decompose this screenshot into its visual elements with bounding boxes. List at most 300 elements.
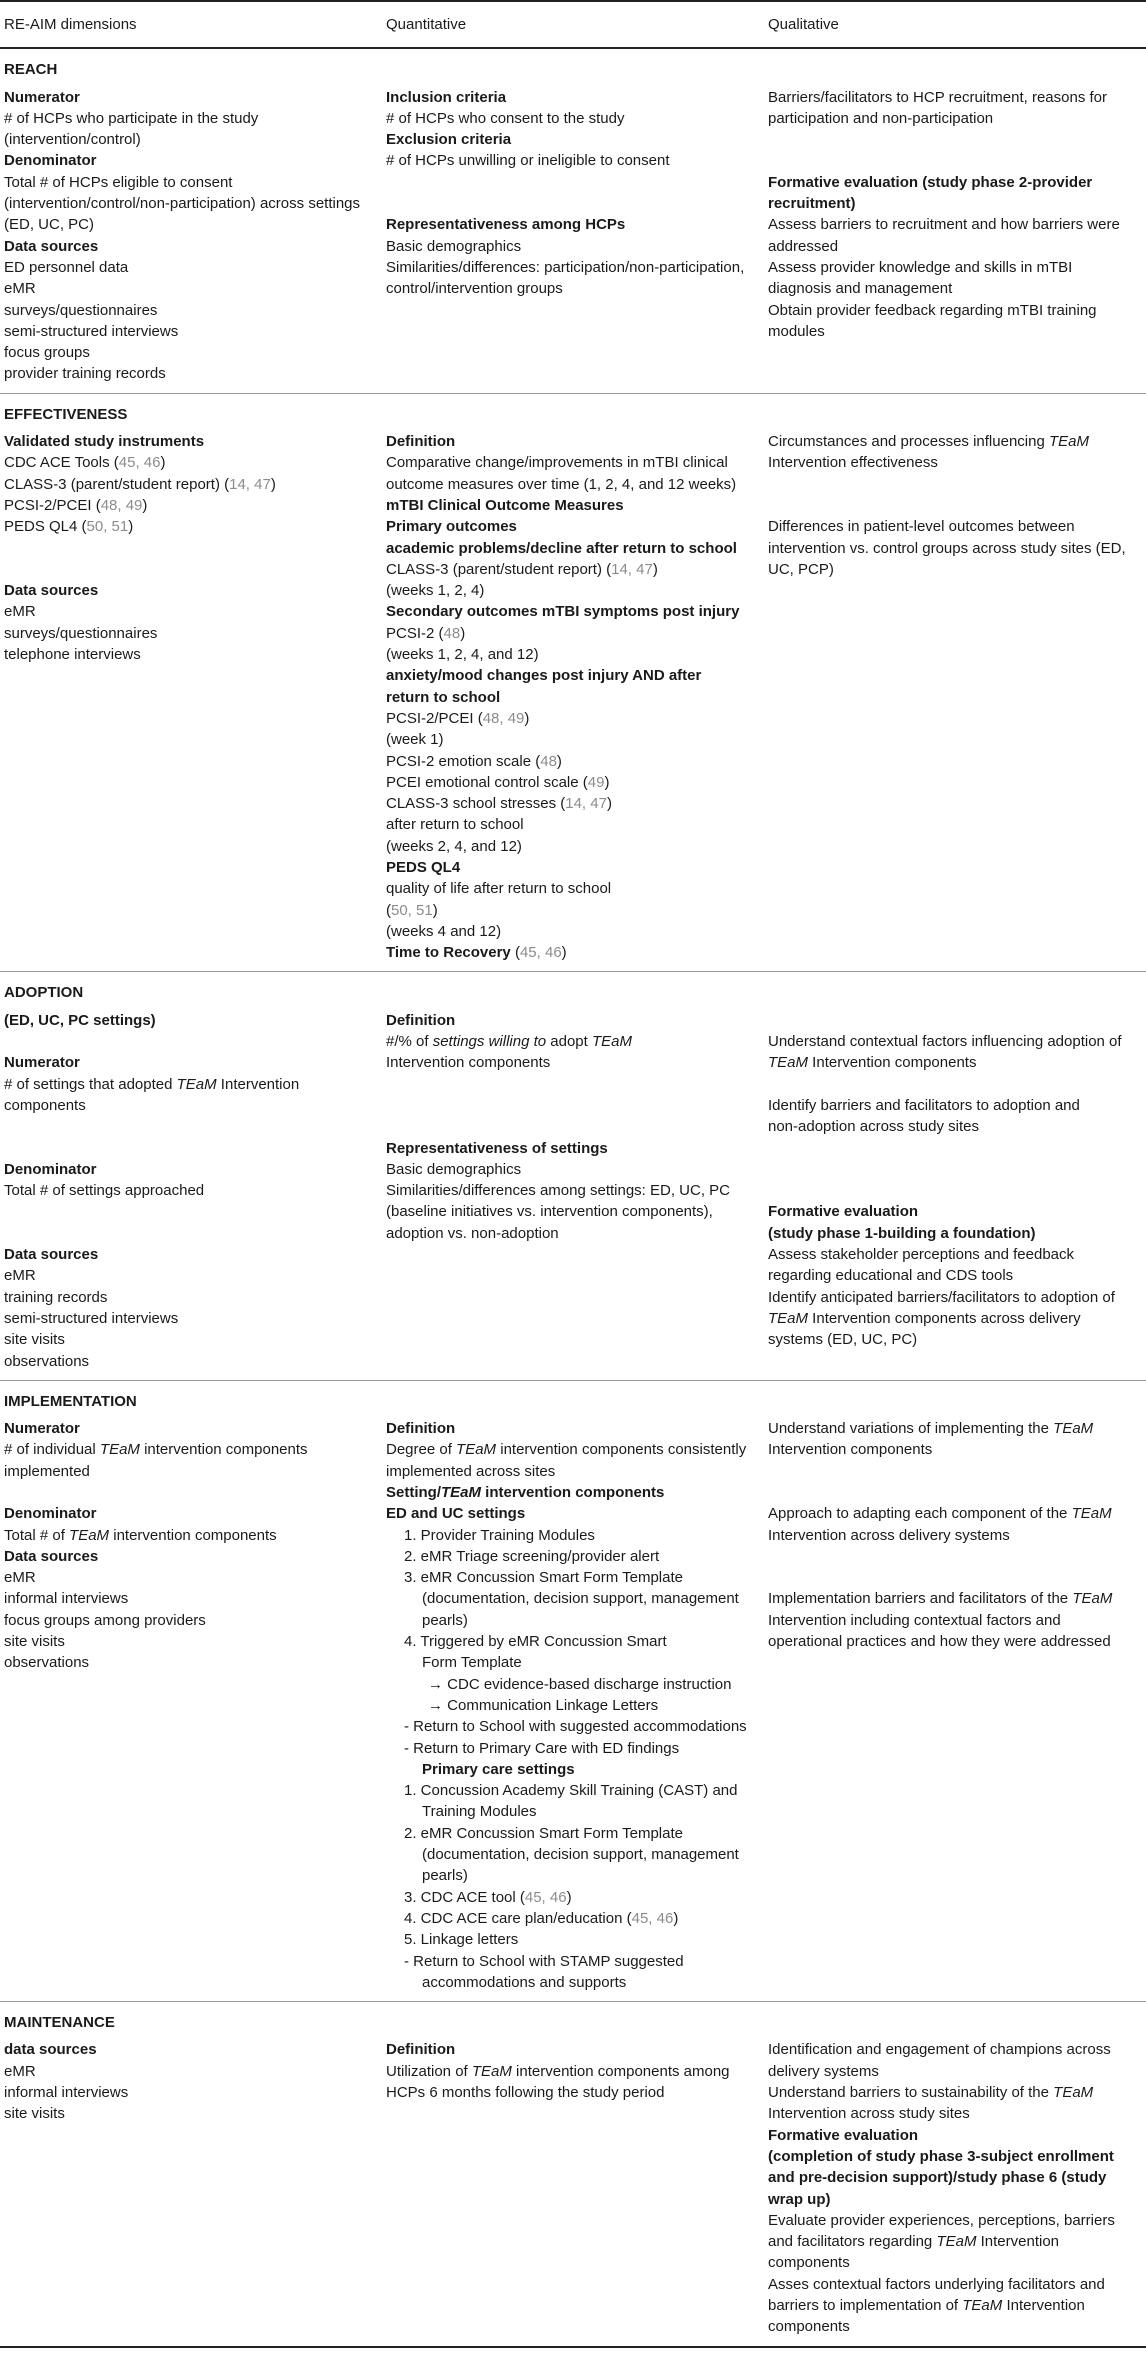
line-text: # of HCPs who consent to the study <box>386 109 625 127</box>
cell-line <box>386 1738 754 1759</box>
dimension-cell <box>0 1414 382 2002</box>
line-text: Understand barriers to sustainability of the <box>768 2084 1054 2102</box>
citation-ref: 14, 47 <box>611 560 653 578</box>
spacer <box>768 1138 1136 1202</box>
line-text: training records <box>4 1288 108 1306</box>
citation-ref: 50, 51 <box>391 901 433 919</box>
line-text: (weeks 4 and 12) <box>386 922 502 940</box>
line-text: eMR <box>4 603 36 621</box>
cell-line <box>4 1351 372 1372</box>
cell-line <box>4 1095 372 1116</box>
cell-line <box>386 1138 754 1159</box>
cell-line <box>768 2061 1136 2082</box>
cell-line <box>768 2252 1136 2273</box>
line-text: components <box>768 2254 850 2272</box>
section-title: IMPLEMENTATION <box>0 1380 1146 1414</box>
citation-ref: 48 <box>443 624 461 642</box>
line-text: return to school <box>386 688 501 706</box>
line-text: Representativeness of settings <box>386 1139 608 1157</box>
cell-line <box>768 108 1136 129</box>
cell-line <box>386 1223 754 1244</box>
line-text: intervention vs. control groups across study sites (ED, <box>768 539 1126 557</box>
cell-line <box>386 1418 754 1439</box>
cell-line <box>768 87 1136 108</box>
line-text: Approach to adapting each component of the <box>768 1505 1072 1523</box>
cell-line <box>4 1308 372 1329</box>
line-text: and pre-decision support)/study phase 6 (study <box>768 2169 1107 2187</box>
line-text: Primary outcomes <box>386 518 517 536</box>
line-text: Numerator <box>4 1054 80 1072</box>
cell-line <box>386 236 754 257</box>
line-text: adoption vs. non-adoption <box>386 1224 559 1242</box>
line-text: surveys/questionnaires <box>4 301 158 319</box>
line-text: CDC ACE Tools ( <box>4 454 119 472</box>
citation-ref: 45, 46 <box>524 1888 567 1906</box>
line-text: → CDC evidence-based discharge instruction <box>428 1675 732 1693</box>
cell-line <box>4 1525 372 1546</box>
line-text: Primary care settings <box>422 1760 575 1778</box>
line-text: # of HCPs who participate in the study <box>4 109 259 127</box>
line-italic: TEaM <box>69 1526 110 1544</box>
line-text: Similarities/differences among settings: ED, UC, PC <box>386 1182 731 1200</box>
cell-line <box>386 1759 754 1780</box>
citation-ref: 45, 46 <box>118 454 161 472</box>
cell-line <box>4 1588 372 1609</box>
line-text: semi-structured interviews <box>4 1309 179 1327</box>
line-text: Inclusion criteria <box>386 88 507 106</box>
cell-line <box>4 363 372 384</box>
line-text: Intervention across delivery systems <box>768 1526 1010 1544</box>
line-text: Understand variations of implementing the <box>768 1420 1054 1438</box>
cell-line <box>386 1180 754 1201</box>
line-text: Total # of settings approached <box>4 1182 205 1200</box>
citation-ref: 48, 49 <box>100 496 143 514</box>
line-text: PEDS QL4 ( <box>4 518 87 536</box>
line-text: semi-structured interviews <box>4 322 179 340</box>
line-text: 4. Triggered by eMR Concussion Smart <box>404 1633 667 1651</box>
line-text: intervention components <box>139 1441 308 1459</box>
cell-line <box>386 1780 754 1801</box>
cell-line <box>386 1716 754 1737</box>
section-title: ADOPTION <box>0 972 1146 1006</box>
cell-line <box>768 516 1136 537</box>
cell-line <box>768 431 1136 452</box>
line-text: intervention components <box>109 1526 277 1544</box>
line-text: ) <box>604 773 610 791</box>
line-text: ) <box>432 901 438 919</box>
line-text: (documentation, decision support, management <box>422 1846 739 1864</box>
line-text: Assess stakeholder perceptions and feedback <box>768 1246 1075 1264</box>
line-italic: settings willing to <box>432 1033 547 1051</box>
line-text: Formative evaluation (study phase 2-provider <box>768 173 1093 191</box>
qualitative-cell <box>764 427 1146 972</box>
line-text: 2. eMR Concussion Smart Form Template <box>404 1824 683 1842</box>
line-text: focus groups among providers <box>4 1611 206 1629</box>
line-text: Understand contextual factors influencing adoption of <box>768 1033 1122 1051</box>
line-italic: TEaM <box>1053 1420 1094 1438</box>
line-text: Definition <box>386 1011 456 1029</box>
line-text: (baseline initiatives vs. intervention components), <box>386 1203 713 1221</box>
line-text: Intervention <box>216 1075 300 1093</box>
line-text: Total # of <box>4 1526 70 1544</box>
cell-line <box>386 1546 754 1567</box>
line-text: ) <box>160 454 166 472</box>
line-text: pearls) <box>422 1611 468 1629</box>
line-text: Intervention across study sites <box>768 2105 970 2123</box>
cell-line <box>4 644 372 665</box>
header-quantitative: Quantitative <box>382 1 764 48</box>
line-text: Definition <box>386 1420 456 1438</box>
line-text: 3. CDC ACE tool ( <box>404 1888 525 1906</box>
line-text: (weeks 1, 2, 4) <box>386 582 485 600</box>
line-text: eMR <box>4 1267 36 1285</box>
line-text: ) <box>673 1909 679 1927</box>
cell-line <box>386 751 754 772</box>
cell-line <box>386 623 754 644</box>
cell-line <box>386 900 754 921</box>
cell-line <box>386 1929 754 1950</box>
line-text: provider training records <box>4 365 166 383</box>
cell-line <box>4 2039 372 2060</box>
cell-line <box>4 1652 372 1673</box>
cell-line <box>768 214 1136 235</box>
line-text: observations <box>4 1654 90 1672</box>
cell-line <box>386 1588 754 1609</box>
cell-line <box>386 1951 754 1972</box>
line-text: → Communication Linkage Letters <box>428 1696 659 1714</box>
citation-ref: 48 <box>540 752 557 770</box>
line-text: (completion of study phase 3-subject enrollment <box>768 2147 1114 2165</box>
cell-line <box>768 538 1136 559</box>
line-italic: TEaM <box>176 1075 217 1093</box>
cell-line <box>768 2103 1136 2124</box>
cell-line <box>4 1503 372 1524</box>
line-text: Intervention components <box>808 1054 977 1072</box>
spacer <box>768 1010 1136 1031</box>
line-italic: TEaM <box>456 1441 497 1459</box>
line-text: PCSI-2 emotion scale ( <box>386 752 541 770</box>
cell-line <box>768 172 1136 193</box>
cell-line <box>4 1610 372 1631</box>
cell-line <box>4 1631 372 1652</box>
line-text: 4. CDC ACE care plan/education ( <box>404 1909 632 1927</box>
line-text: Identification and engagement of champions across <box>768 2041 1111 2059</box>
cell-line <box>386 257 754 278</box>
line-text: Comparative change/improvements in mTBI clinical <box>386 454 728 472</box>
cell-line <box>4 495 372 516</box>
line-text: Evaluate provider experiences, perceptions, barriers <box>768 2211 1115 2229</box>
qualitative-cell <box>764 2035 1146 2346</box>
line-text: Utilization of <box>386 2062 472 2080</box>
line-text: PCSI-2 ( <box>386 624 444 642</box>
line-text: ) <box>270 475 276 493</box>
cell-line <box>386 1972 754 1993</box>
cell-line <box>386 1865 754 1886</box>
line-text: addressed <box>768 237 839 255</box>
line-text: HCPs 6 months following the study period <box>386 2084 665 2102</box>
line-text: ) <box>566 1888 572 1906</box>
cell-line <box>768 1265 1136 1286</box>
cell-line <box>386 2082 754 2103</box>
cell-line <box>386 1525 754 1546</box>
cell-line <box>768 1631 1136 1652</box>
spacer <box>768 474 1136 517</box>
line-text: CLASS-3 school stresses ( <box>386 795 566 813</box>
cell-line <box>4 236 372 257</box>
cell-line <box>386 1610 754 1631</box>
line-text: ( <box>510 944 520 962</box>
cell-line <box>386 644 754 665</box>
dimension-cell <box>0 1006 382 1381</box>
cell-line <box>4 1546 372 1567</box>
qualitative-cell <box>764 83 1146 394</box>
line-text: (weeks 2, 4, and 12) <box>386 837 522 855</box>
line-text: outcome measures over time (1, 2, 4, and 12 weeks) <box>386 475 737 493</box>
line-text: Basic demographics <box>386 237 522 255</box>
cell-line <box>4 1329 372 1350</box>
section-title: REACH <box>4 61 58 79</box>
cell-line <box>4 1159 372 1180</box>
line-text: Degree of <box>386 1441 457 1459</box>
cell-line <box>4 1180 372 1201</box>
line-italic: TEaM <box>768 1309 809 1327</box>
quantitative-cell <box>382 427 764 972</box>
line-text: PCEI emotional control scale ( <box>386 773 588 791</box>
line-text: intervention components among <box>511 2062 730 2080</box>
line-text: eMR <box>4 280 36 298</box>
cell-line <box>768 1308 1136 1329</box>
spacer <box>4 1201 372 1244</box>
line-text: (week 1) <box>386 731 444 749</box>
line-text: Numerator <box>4 1420 80 1438</box>
line-text: - Return to School with STAMP suggested <box>404 1952 684 1970</box>
cell-line <box>4 1439 372 1460</box>
line-text: (ED, UC, PC settings) <box>4 1011 156 1029</box>
line-text: barriers to implementation of <box>768 2296 963 2314</box>
cell-line <box>386 793 754 814</box>
table-header-row <box>0 1 1146 48</box>
cell-line <box>4 172 372 193</box>
line-text: ) <box>606 795 612 813</box>
section-content-row <box>0 427 1146 972</box>
cell-line <box>386 1652 754 1673</box>
cell-line <box>768 257 1136 278</box>
line-text: eMR <box>4 2062 36 2080</box>
line-text: Data sources <box>4 1246 99 1264</box>
cell-line <box>4 214 372 235</box>
spacer <box>4 1482 372 1503</box>
line-italic: TEaM <box>99 1441 140 1459</box>
cell-line <box>386 836 754 857</box>
line-text: and facilitators regarding <box>768 2233 937 2251</box>
cell-line <box>768 1418 1136 1439</box>
cell-line <box>386 1844 754 1865</box>
spacer <box>768 1546 1136 1589</box>
line-text: Intervention components <box>386 1054 551 1072</box>
cell-line <box>768 1329 1136 1350</box>
cell-line <box>4 623 372 644</box>
line-text: CLASS-3 (parent/student report) ( <box>4 475 230 493</box>
spacer <box>768 1461 1136 1504</box>
line-text: academic problems/decline after return to school <box>386 539 737 557</box>
line-text: Setting/ <box>386 1484 441 1501</box>
citation-ref: 49 <box>587 773 605 791</box>
cell-line <box>768 2125 1136 2146</box>
cell-line <box>768 1116 1136 1137</box>
spacer <box>4 1116 372 1159</box>
section-content-row <box>0 1006 1146 1381</box>
cell-line <box>4 1244 372 1265</box>
cell-line <box>4 1418 372 1439</box>
line-text: Identify anticipated barriers/facilitators to adoption of <box>768 1288 1115 1306</box>
line-italic: TEaM <box>962 2296 1003 2314</box>
cell-line <box>4 87 372 108</box>
cell-line <box>386 580 754 601</box>
line-italic: TEaM <box>1072 1590 1113 1608</box>
line-text: Intervention <box>976 2233 1060 2251</box>
line-italic: TEaM <box>1071 1505 1112 1523</box>
line-text: components <box>768 2318 850 2336</box>
header-dimensions: RE-AIM dimensions <box>0 1 382 48</box>
cell-line <box>768 193 1136 214</box>
line-text: ) <box>556 752 562 770</box>
qualitative-cell <box>764 1006 1146 1381</box>
citation-ref: 50, 51 <box>86 518 129 536</box>
cell-line <box>386 942 754 963</box>
cell-line <box>768 452 1136 473</box>
spacer <box>4 538 372 581</box>
line-italic: TEaM <box>471 2062 512 2080</box>
line-text: Similarities/differences: participation/non-participation, <box>386 258 745 276</box>
line-text: operational practices and how they were addressed <box>768 1633 1111 1651</box>
cell-line <box>386 1052 754 1073</box>
line-text: quality of life after return to school <box>386 880 612 898</box>
cell-line <box>768 236 1136 257</box>
line-text: diagnosis and management <box>768 280 953 298</box>
line-text: Assess provider knowledge and skills in mTBI <box>768 258 1073 276</box>
cell-line <box>768 1525 1136 1546</box>
cell-line <box>4 1074 372 1095</box>
cell-line <box>386 1503 754 1524</box>
line-text: recruitment) <box>768 195 856 213</box>
line-text: Validated study instruments <box>4 433 205 451</box>
line-text: Intervention effectiveness <box>768 454 938 472</box>
line-italic: TEaM <box>1053 2084 1094 2102</box>
cell-line <box>386 87 754 108</box>
line-text: (weeks 1, 2, 4, and 12) <box>386 646 539 664</box>
line-text: implemented across sites <box>386 1462 556 1480</box>
cell-line <box>4 1265 372 1286</box>
line-text: telephone interviews <box>4 646 141 664</box>
dimension-cell <box>0 83 382 394</box>
cell-line <box>768 2082 1136 2103</box>
line-text: CLASS-3 (parent/student report) ( <box>386 560 612 578</box>
line-text: Barriers/facilitators to HCP recruitment, reasons for <box>768 88 1108 106</box>
cell-line <box>386 1439 754 1460</box>
line-text: Definition <box>386 433 456 451</box>
line-text: modules <box>768 322 825 340</box>
cell-line <box>768 1503 1136 1524</box>
line-text: accommodations and supports <box>422 1973 627 1991</box>
dimension-cell <box>0 427 382 972</box>
cell-line <box>768 1588 1136 1609</box>
cell-line <box>386 1674 754 1695</box>
cell-line <box>386 452 754 473</box>
line-text: surveys/questionnaires <box>4 624 158 642</box>
cell-line <box>386 814 754 835</box>
line-italic: TEaM <box>591 1033 632 1051</box>
quantitative-cell <box>382 1006 764 1381</box>
cell-line <box>4 300 372 321</box>
line-text: Secondary outcomes mTBI symptoms post injury <box>386 603 740 621</box>
spacer <box>768 1074 1136 1095</box>
line-text: ) <box>142 496 148 514</box>
citation-ref: 14, 47 <box>565 795 607 813</box>
cell-line <box>4 580 372 601</box>
cell-line <box>386 1823 754 1844</box>
cell-line <box>386 1031 754 1052</box>
spacer <box>4 1031 372 1052</box>
line-text: (intervention/control/non-participation) across settings <box>4 195 361 213</box>
line-italic: TEaM <box>936 2233 977 2251</box>
line-text: Intervention including contextual factors and <box>768 1611 1061 1629</box>
line-text: Differences in patient-level outcomes between <box>768 518 1075 536</box>
line-text: ) <box>460 624 466 642</box>
line-text: Time to Recovery <box>386 944 511 962</box>
cell-line <box>386 1461 754 1482</box>
cell-line <box>768 559 1136 580</box>
cell-line <box>386 150 754 171</box>
cell-line <box>386 495 754 516</box>
line-text: observations <box>4 1352 90 1370</box>
cell-line <box>386 431 754 452</box>
cell-line <box>4 601 372 622</box>
line-text: - Return to Primary Care with ED findings <box>404 1739 680 1757</box>
cell-line <box>386 921 754 942</box>
line-text: site visits <box>4 2105 65 2123</box>
cell-line <box>768 1201 1136 1222</box>
cell-line <box>768 2039 1136 2060</box>
line-text: Training Modules <box>422 1803 537 1821</box>
line-text: ) <box>652 560 658 578</box>
line-text: Circumstances and processes influencing <box>768 433 1049 451</box>
line-text: non-adoption across study sites <box>768 1118 979 1136</box>
cell-line <box>4 278 372 299</box>
line-text: Assess barriers to recruitment and how barriers were <box>768 216 1120 234</box>
cell-line <box>768 321 1136 342</box>
line-text: PEDS QL4 <box>386 858 461 876</box>
line-text: 5. Linkage letters <box>404 1931 519 1949</box>
cell-line <box>4 1567 372 1588</box>
cell-line <box>768 2274 1136 2295</box>
cell-line <box>386 214 754 235</box>
cell-line <box>386 538 754 559</box>
line-text: delivery systems <box>768 2062 879 2080</box>
cell-line <box>386 1801 754 1822</box>
line-text: ) <box>524 709 530 727</box>
line-text: Denominator <box>4 1160 97 1178</box>
line-text: 3. eMR Concussion Smart Form Template <box>404 1569 683 1587</box>
header-qualitative: Qualitative <box>764 1 1146 48</box>
line-text: 1. Concussion Academy Skill Training (CAST) and <box>404 1782 738 1800</box>
section-header-row <box>0 1380 1146 1414</box>
cell-line <box>4 193 372 214</box>
line-text: data sources <box>4 2041 97 2059</box>
cell-line <box>386 1010 754 1031</box>
cell-line <box>4 431 372 452</box>
cell-line <box>386 601 754 622</box>
line-text: Data sources <box>4 582 99 600</box>
